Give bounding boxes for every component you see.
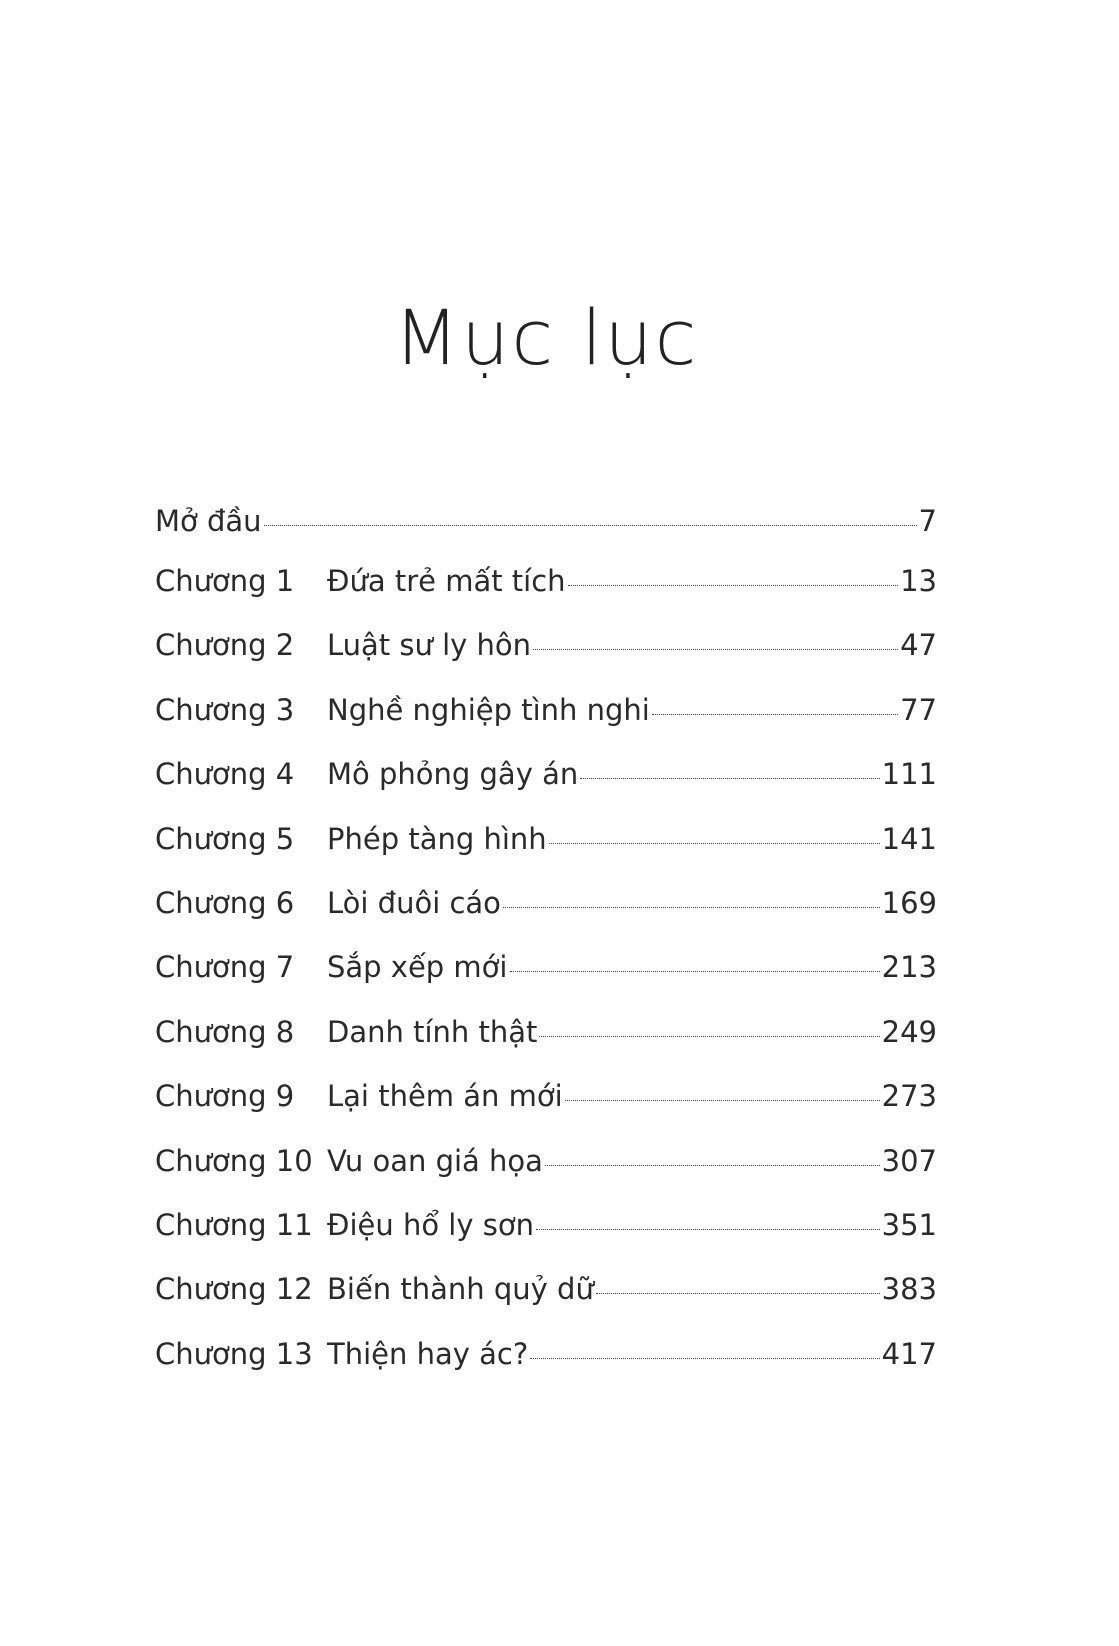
chapter-number: Chương 3 [155,692,295,727]
toc-entry-page-number: 169 [881,885,937,920]
toc-entry-page-number: 7 [918,504,937,538]
toc-entry-page-number: 383 [881,1272,937,1307]
toc-entry-page-number: 307 [881,1143,937,1178]
toc-entry-chapter-1[interactable] [155,564,937,628]
chapter-title: Vu oan giá họa [327,1143,543,1178]
toc-entry-chapter-5[interactable] [155,822,937,886]
toc-entry-intro[interactable] [155,504,937,564]
toc-entry-chapter-13[interactable] [155,1337,937,1401]
toc-entry-page-number: 213 [881,950,937,985]
chapter-title: Thiện hay ác? [327,1336,529,1371]
toc-entry-chapter-3[interactable] [155,693,937,757]
toc-entry-chapter-2[interactable] [155,628,937,692]
toc-entry-chapter-4[interactable] [155,757,937,821]
chapter-number: Chương 11 [155,1207,313,1242]
chapter-number: Chương 13 [155,1336,313,1371]
toc-entry-chapter-7[interactable] [155,950,937,1014]
chapter-title: Danh tính thật [327,1014,538,1049]
toc-entry-page-number: 417 [881,1336,937,1371]
dot-leader [545,1165,880,1166]
chapter-title: Lòi đuôi cáo [327,885,501,920]
chapter-title: Sắp xếp mới [327,950,508,985]
chapter-number: Chương 12 [155,1272,313,1307]
dot-leader [596,1293,880,1294]
toc-entry-chapter-10[interactable] [155,1144,937,1208]
chapter-title: Đứa trẻ mất tích [327,564,566,598]
chapter-number: Chương 9 [155,1079,295,1114]
toc-entry-chapter-11[interactable] [155,1208,937,1272]
dot-leader [536,1229,880,1230]
chapter-title: Lại thêm án mới [327,1079,563,1114]
page-title: Mục lục [393,293,699,382]
toc-entry-chapter-8[interactable] [155,1015,937,1079]
toc-entry-page-number: 77 [900,692,937,727]
dot-leader [580,778,879,779]
dot-leader [539,1036,879,1037]
chapter-title: Biến thành quỷ dữ [327,1272,594,1307]
chapter-number: Chương 10 [155,1143,313,1178]
chapter-number: Chương 1 [155,564,295,598]
toc-entry-page-number: 111 [881,757,937,792]
dot-leader [533,649,898,650]
chapter-number: Chương 5 [155,821,295,856]
chapter-number: Chương 6 [155,885,295,920]
dot-leader [530,1358,879,1359]
toc-entry-page-number: 249 [881,1014,937,1049]
toc-entry-chapter-6[interactable] [155,886,937,950]
toc-entry-page-number: 273 [881,1079,937,1114]
dot-leader [652,714,898,715]
chapter-title: Mô phỏng gây án [327,757,579,792]
chapter-number: Chương 2 [155,628,295,663]
toc-entry-chapter-12[interactable] [155,1272,937,1336]
chapter-title: Luật sư ly hôn [327,628,532,663]
chapter-number: Chương 7 [155,950,295,985]
chapter-title: Nghề nghiệp tình nghi [327,692,650,727]
toc-entry-page-number: 141 [881,821,937,856]
chapter-title: Phép tàng hình [327,821,547,856]
toc-entry-page-number: 13 [900,564,937,598]
dot-leader [264,525,917,526]
dot-leader [568,585,899,586]
toc-entry-page-number: 351 [881,1207,937,1242]
dot-leader [510,971,880,972]
chapter-number: Chương 8 [155,1014,295,1049]
dot-leader [503,907,880,908]
toc-entry-page-number: 47 [900,628,937,663]
toc-entry-chapter-9[interactable] [155,1079,937,1143]
table-of-contents [155,504,937,1401]
toc-entry-title: Mở đầu [155,504,262,538]
chapter-number: Chương 4 [155,757,295,792]
dot-leader [549,843,880,844]
dot-leader [565,1100,880,1101]
chapter-title: Điệu hổ ly sơn [327,1207,534,1242]
